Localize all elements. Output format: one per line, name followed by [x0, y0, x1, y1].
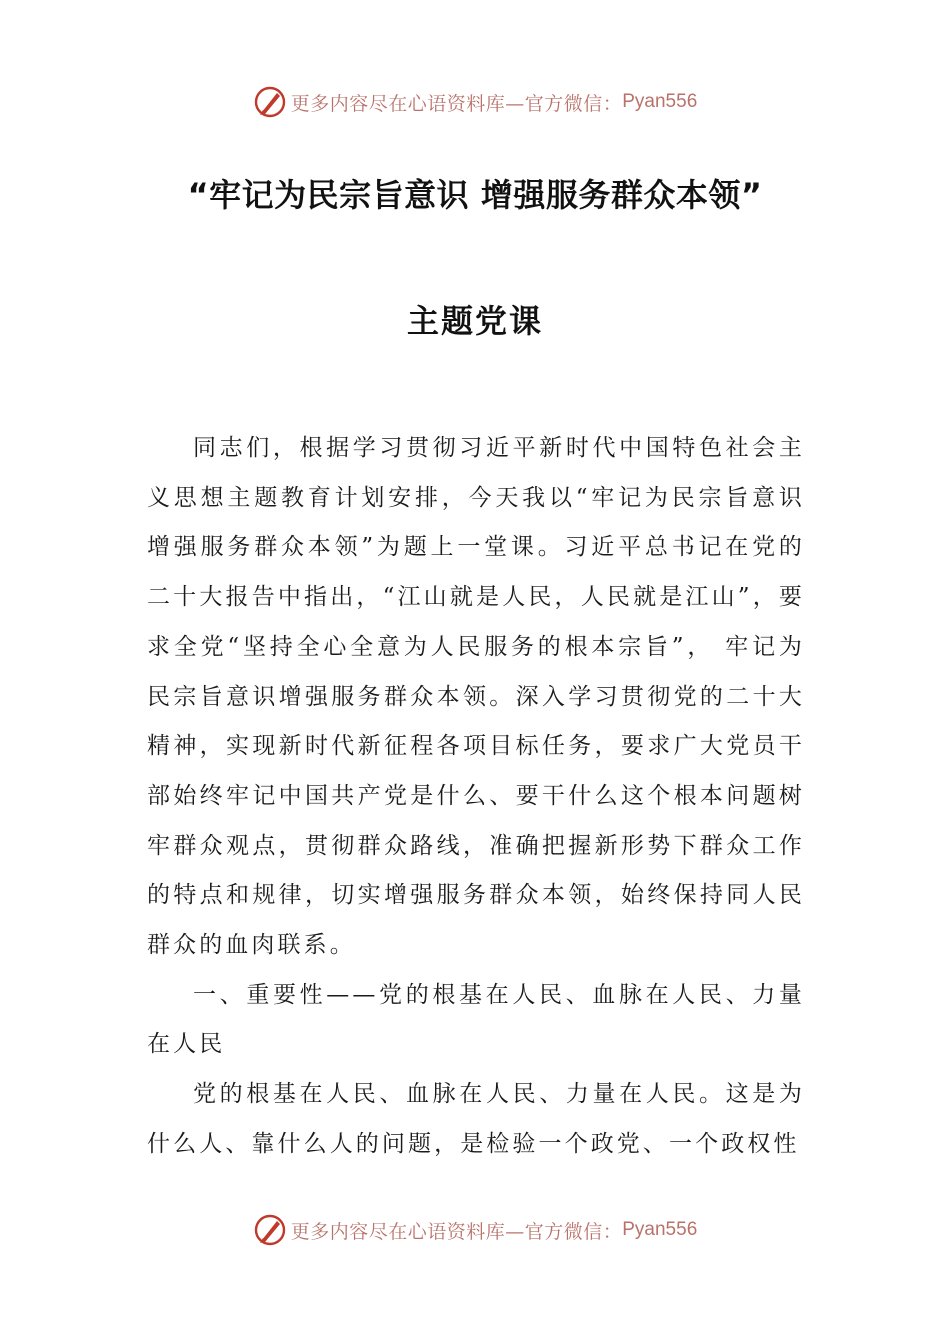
paragraph-section-1: 党的根基在人民、血脉在人民、力量在人民。这是为什么人、靠什么人的问题，是检验一个政党、一个政权性 — [147, 1081, 805, 1157]
document-title: “牢记为民宗旨意识 增强服务群众本领” — [187, 176, 763, 214]
paragraph-intro: 同志们，根据学习贯彻习近平新时代中国特色社会主义思想主题教育计划安排，今天我以“牢记为民宗旨意识增强服务群众本领”为题上一堂课。习近平总书记在党的二十大报告中指出，“江山就是人民，人民就是江山”，要求全党“坚持全心全意为人民服务的根本宗旨”， 牢记为民宗旨意识增强服务群众本领。深入学习贯彻党的二十大精神，实现新时代新征程各项目标任务，要求广大党员干部始终牢记中国共产党是什么、要干什么这个根本问题树牢群众观点，贯彻群众路线，准确把握新形势下群众工作的特点和规律，切实增强服务群众本领，始终保持同人民群众的血肉联系。 — [147, 435, 805, 959]
document-subtitle: 主题党课 — [406, 302, 543, 340]
document-body — [147, 424, 805, 1170]
quill-logo-icon — [253, 85, 287, 119]
footer-banner-text: 更多内容尽在心语资料库—官方微信： — [290, 1220, 623, 1243]
header-banner-text: 更多内容尽在心语资料库—官方微信： — [290, 92, 623, 115]
quill-logo-icon — [253, 1213, 287, 1247]
footer-wechat-id: Pyan556 — [622, 1219, 698, 1240]
section-heading-1: 一、重要性——党的根基在人民、血脉在人民、力量在人民 — [147, 981, 805, 1058]
header-watermark-banner — [0, 80, 950, 124]
footer-watermark-banner — [0, 1208, 950, 1252]
header-wechat-id: Pyan556 — [622, 91, 698, 112]
